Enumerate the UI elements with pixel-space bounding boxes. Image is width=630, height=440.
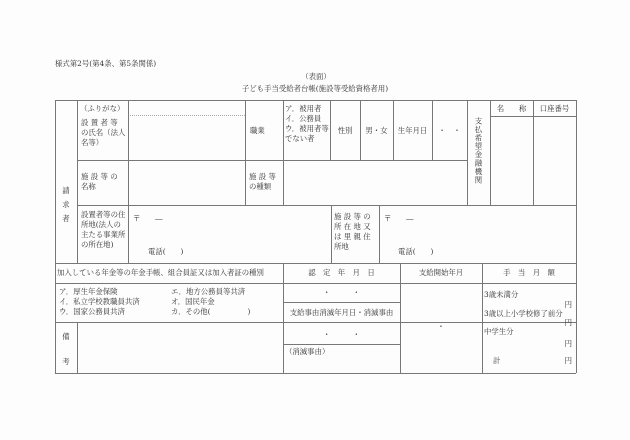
remarks-label-2: 考: [62, 357, 70, 366]
allowance-row-3-to-elementary: 3歳以上小学校修了前分: [484, 309, 563, 318]
birthdate-field[interactable]: ・ ・: [438, 126, 461, 135]
pension-option-i[interactable]: イ．私立学校教職員共済: [59, 297, 140, 306]
form-title: 子ども手当受給者台帳(施設等受給資格者用): [241, 84, 389, 93]
pension-option-u[interactable]: ウ．国家公務員共済: [59, 307, 125, 316]
bank-label: 支払希望金融機関: [474, 117, 483, 185]
pension-option-e[interactable]: エ．地方公務員等共済: [171, 287, 246, 296]
facility-name-label: 施 設 等 の 名称: [81, 172, 118, 191]
occupation-option-u[interactable]: ウ．被用者等: [285, 124, 329, 133]
bank-account-header: 口座番号: [539, 104, 570, 113]
occupation-option-i[interactable]: イ．公務員: [285, 114, 322, 123]
gender-label: 性別: [337, 126, 353, 135]
allowance-unit-under3: 円: [564, 300, 572, 309]
pension-option-ka[interactable]: カ．その他( ): [171, 307, 251, 316]
certification-header: 認 定 年 月 日: [308, 268, 375, 277]
founder-name-field[interactable]: [129, 117, 244, 159]
founder-postal-field[interactable]: 〒 ―: [133, 214, 163, 223]
allowance-row-under3: 3歳未満分: [484, 290, 519, 299]
facility-type-field[interactable]: [284, 161, 466, 204]
occupation-label: 職業: [250, 126, 265, 135]
facility-type-label: 施 設 等 の種類: [249, 172, 276, 191]
claimant-label-1: 請: [62, 186, 70, 195]
facility-address-label: 施 設 等 の 所 在 地 又 は 里 親 住 所地: [334, 212, 371, 251]
occupation-option-a[interactable]: ア．被用者: [285, 104, 322, 113]
bank-name-header: 名 称: [496, 104, 527, 113]
certification-date-field[interactable]: ・ ・: [323, 288, 360, 297]
facility-phone-field[interactable]: 電話( ): [398, 247, 434, 256]
side-label: （表面）: [301, 72, 331, 81]
allowance-unit-total: 円: [564, 356, 572, 365]
form-number: 様式第2号(第4条、第5条関係): [55, 59, 157, 68]
occupation-option-u-cont: でない者: [285, 134, 315, 143]
end-header: 支給事由消滅年月日・消滅事由: [289, 308, 394, 317]
bank-account-field[interactable]: [534, 117, 575, 204]
allowance-row-total: 計: [493, 356, 501, 365]
furigana-label: （ふりがな）: [80, 104, 125, 113]
claimant-label-3: 者: [62, 214, 70, 223]
pension-option-o[interactable]: オ．国民年金: [171, 297, 215, 306]
facility-name-field[interactable]: [129, 161, 244, 204]
gender-selector[interactable]: 男・女: [365, 126, 388, 135]
allowance-row-junior-high: 中学生分: [484, 327, 514, 336]
payment-start-header: 支給開始年月: [418, 268, 464, 277]
remarks-label-1: 備: [62, 332, 70, 341]
payment-start-field[interactable]: ・: [437, 322, 445, 331]
founder-address-label: 設置者等の住所地(法人の主たる事業所の所在地): [81, 210, 126, 249]
allowance-unit-3-to-elementary: 円: [564, 318, 572, 327]
pension-option-a[interactable]: ア．厚生年金保険: [59, 287, 118, 296]
pension-header: 加入している年金等の年金手帳、組合員証又は加入者証の種別: [57, 268, 264, 277]
bank-name-field[interactable]: [491, 117, 532, 204]
claimant-label-2: 求: [62, 200, 70, 209]
furigana-field[interactable]: [129, 101, 244, 114]
birthdate-label: 生年月日: [397, 126, 428, 135]
allowance-header: 手 当 月 額: [503, 268, 555, 277]
facility-postal-field[interactable]: 〒 ―: [384, 214, 414, 223]
end-reason-label: （消滅事由）: [285, 347, 330, 356]
remarks-field[interactable]: [78, 323, 282, 372]
end-date-field[interactable]: ・ ・: [323, 330, 360, 339]
founder-phone-field[interactable]: 電話( ): [148, 247, 184, 256]
allowance-unit-junior-high: 円: [564, 339, 572, 348]
founder-name-label: 設 置 者 等 の氏名（法人 名等）: [81, 118, 126, 147]
